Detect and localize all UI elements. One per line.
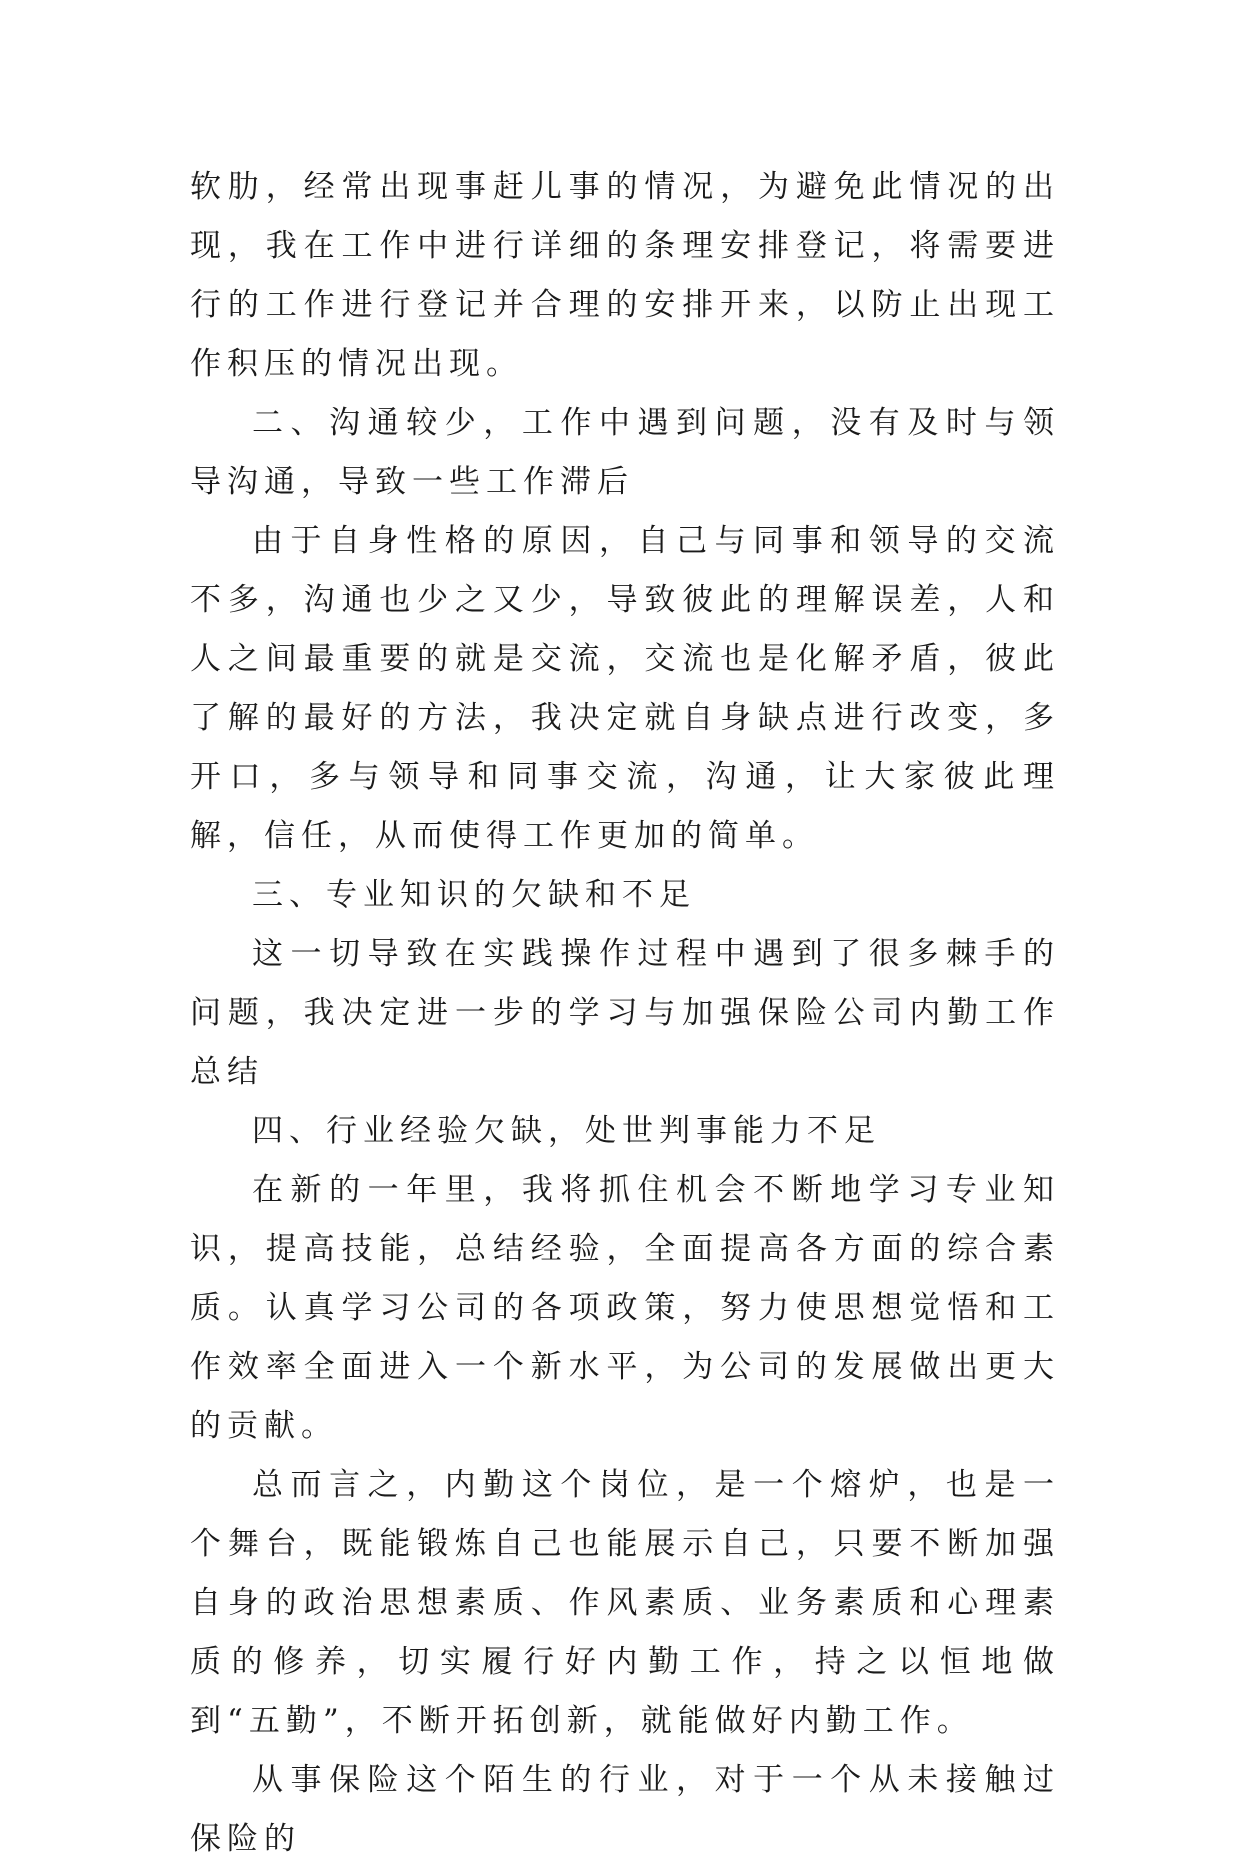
heading-communication: 二、沟通较少，工作中遇到问题，没有及时与领导沟通，导致一些工作滞后 [190, 405, 1060, 500]
heading-experience: 四、行业经验欠缺，处世判事能力不足 [252, 1113, 881, 1149]
paragraph-insurance-start: 从事保险这个陌生的行业，对于一个从未接触过保险的 [190, 1762, 1060, 1857]
paragraph-knowledge: 这一切导致在实践操作过程中遇到了很多棘手的问题，我决定进一步的学习与加强保险公司内勤工作总结 [190, 936, 1060, 1090]
document-body [190, 158, 1060, 1869]
paragraph-communication: 由于自身性格的原因，自己与同事和领导的交流不多，沟通也少之又少，导致彼此的理解误差，人和人之间最重要的就是交流，交流也是化解矛盾，彼此了解的最好的方法，我决定就自身缺点进行改变，多开口，多与领导和同事交流，沟通，让大家彼此理解，信任，从而使得工作更加的简单。 [190, 523, 1060, 854]
paragraph-weakness-continued: 软肋，经常出现事赶儿事的情况，为避免此情况的出现，我在工作中进行详细的条理安排登记，将需要进行的工作进行登记并合理的安排开来，以防止出现工作积压的情况出现。 [190, 169, 1060, 382]
paragraph-summary: 总而言之，内勤这个岗位，是一个熔炉，也是一个舞台，既能锻炼自己也能展示自己，只要不断加强自身的政治思想素质、作风素质、业务素质和心理素质的修养，切实履行好内勤工作，持之以恒地做到“五勤”，不断开拓创新，就能做好内勤工作。 [190, 1467, 1060, 1739]
heading-knowledge: 三、专业知识的欠缺和不足 [252, 877, 696, 913]
paragraph-new-year: 在新的一年里，我将抓住机会不断地学习专业知识，提高技能，总结经验，全面提高各方面的综合素质。认真学习公司的各项政策，努力使思想觉悟和工作效率全面进入一个新水平，为公司的发展做出更大的贡献。 [190, 1172, 1060, 1444]
